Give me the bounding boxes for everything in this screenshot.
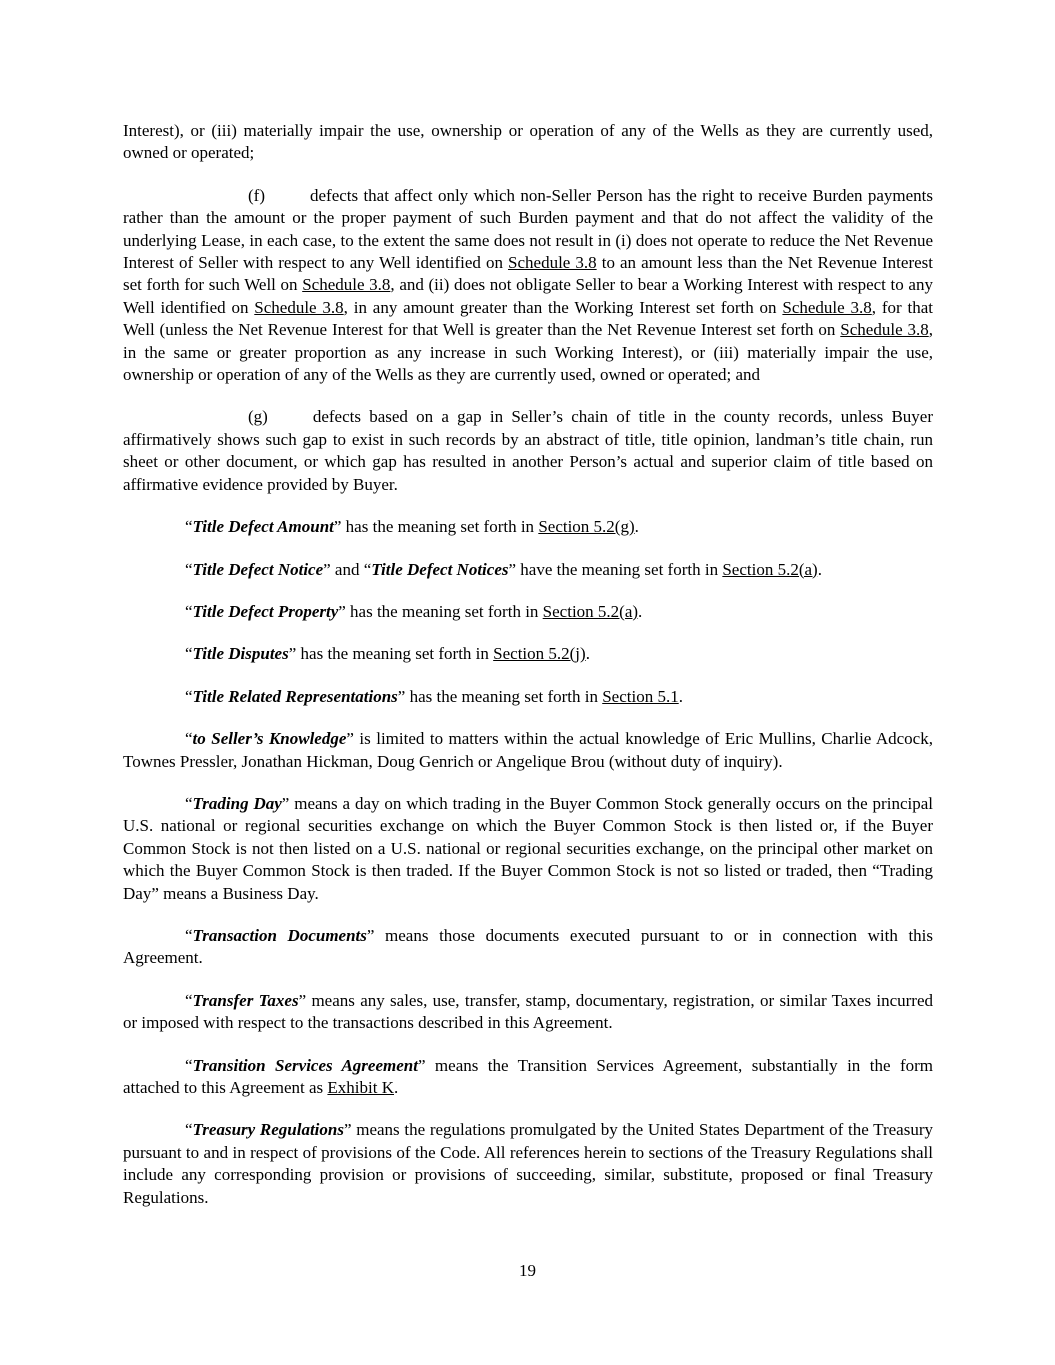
cross-reference: Schedule 3.8 (508, 253, 597, 273)
paragraph-definition (123, 559, 933, 581)
paragraph-definition (123, 925, 933, 970)
defined-term: Title Disputes (192, 644, 289, 664)
text-run: ” has the meaning set forth in (288, 644, 494, 664)
text-run: ” means the regulations promulgated by the United States Department of the Treasury pursuant to and in respect of provisions of the Code. All references herein to sections of the Treasury Regulations shall include any corresponding provision or provisions of succeeding, similar, substitute, proposed or final Treasury Regulations. (123, 1120, 933, 1207)
paragraph-body (123, 120, 933, 165)
paragraph-definition (123, 1055, 933, 1100)
cross-reference: Section 5.1 (602, 686, 679, 706)
text-run: . (638, 601, 643, 621)
cross-reference: Schedule 3.8 (302, 275, 391, 295)
text-run: . (585, 644, 590, 664)
cross-reference: Section 5.2(g) (538, 517, 635, 537)
defined-term: Treasury Regulations (192, 1120, 344, 1140)
paragraph-definition (123, 793, 933, 905)
text-run: to an amount less than the Net Revenue Interest set forth for such Well on (123, 253, 933, 295)
text-run: Interest), or (iii) materially impair the use, ownership or operation of any of the Wells as they are currently used, owned or operated; (123, 121, 933, 163)
text-run: . (817, 559, 822, 579)
clause-label: (g) (248, 407, 268, 427)
defined-term: Transition Services Agreement (192, 1055, 418, 1075)
text-run: , in any amount greater than the Working Interest set forth on (343, 297, 783, 317)
cross-reference: Section 5.2(j) (493, 644, 586, 664)
document-body (123, 120, 933, 1229)
text-run: “ (185, 517, 193, 537)
cross-reference: Exhibit K (327, 1078, 395, 1097)
defined-term: to Seller’s Knowledge (192, 729, 347, 749)
page-number: 19 (519, 1261, 536, 1280)
paragraph-definition (123, 1119, 933, 1209)
text-run: “ (185, 990, 193, 1010)
text-run: ” has the meaning set forth in (333, 517, 539, 537)
cross-reference: Schedule 3.8 (840, 320, 929, 340)
paragraph-definition (123, 990, 933, 1035)
text-run: . (394, 1078, 399, 1097)
cross-reference: Schedule 3.8 (254, 297, 344, 317)
text-run: “ (185, 729, 193, 749)
text-run: ” has the meaning set forth in (338, 601, 543, 621)
text-run: defects that affect only which non-Seller Person has the right to receive Burden payments rather than the amount or the proper payment of such Burden payment and that do not affect the validity of the underlying Lease, in each case, to the extent the same does not result in (i) does not operate to reduce the Net Revenue Interest of Seller with respect to any Well identified on (123, 185, 933, 273)
text-run: ” has the meaning set forth in (397, 686, 603, 706)
text-run: , in the same or greater proportion as any increase in such Working Interest), or (iii) materially impair the use, ownership or operation of any of the Wells as they are currently used, owned or operated; and (123, 320, 933, 385)
text-run: . (634, 517, 639, 537)
text-run: “ (185, 1055, 193, 1075)
text-run: ” means the Transition Services Agreement, substantially in the form attached to this Agreement as (123, 1055, 933, 1097)
text-run: , and (ii) does not obligate Seller to bear a Working Interest with respect to any Well identified on (123, 275, 933, 317)
defined-term: Transfer Taxes (192, 990, 299, 1010)
defined-term: Title Related Representations (192, 686, 398, 706)
text-run: “ (185, 925, 193, 945)
text-run: “ (185, 559, 193, 579)
text-run: ” and “ (323, 559, 372, 579)
cross-reference: Section 5.2(a) (722, 559, 818, 579)
paragraph-definition (123, 643, 933, 665)
text-run: “ (185, 793, 193, 813)
defined-term: Trading Day (192, 793, 282, 813)
paragraph-clause (123, 406, 933, 496)
defined-term: Transaction Documents (192, 925, 367, 945)
defined-term: Title Defect Property (192, 601, 339, 621)
clause-label: (f) (248, 185, 265, 205)
text-run: ” is limited to matters within the actual knowledge of Eric Mullins, Charlie Adcock, Townes Pressler, Jonathan Hickman, Doug Genrich or Angelique Brou (without duty of inquiry). (123, 729, 933, 771)
paragraph-definition (123, 516, 933, 538)
text-run: ” means those documents executed pursuant to or in connection with this Agreement. (123, 925, 934, 968)
text-run: “ (185, 644, 193, 664)
paragraph-definition (123, 728, 933, 773)
text-run: ” means any sales, use, transfer, stamp, documentary, registration, or similar Taxes incurred or imposed with respect to the transactions described in this Agreement. (123, 990, 933, 1033)
text-run: “ (185, 686, 193, 706)
text-run: defects based on a gap in Seller’s chain of title in the county records, unless Buyer affirmatively shows such gap to exist in such records by an abstract of title, title opinion, landman’s title chain, run sheet or other document, or which gap has resulted in another Person’s actual and superior claim of title based on affirmative evidence provided by Buyer. (123, 407, 933, 494)
text-run: “ (185, 601, 193, 621)
text-run: “ (185, 1120, 193, 1140)
paragraph-definition (123, 686, 933, 708)
defined-term: Title Defect Notice (192, 559, 324, 579)
text-run: , for that Well (unless the Net Revenue Interest for that Well is greater than the Net Revenue Interest set forth on (123, 297, 933, 340)
text-run: . (678, 686, 683, 706)
defined-term: Title Defect Amount (192, 517, 334, 537)
defined-term: Title Defect Notices (371, 559, 509, 579)
text-run: ” have the meaning set forth in (508, 559, 723, 579)
paragraph-definition (123, 601, 933, 623)
cross-reference: Schedule 3.8 (782, 297, 872, 317)
paragraph-clause (123, 185, 933, 387)
text-run: ” means a day on which trading in the Buyer Common Stock generally occurs on the principal U.S. national or regional securities exchange on which the Buyer Common Stock is then listed or, if the Buyer Common Stock is not then listed on a U.S. national or regional securities exchange, on the principal other market on which the Buyer Common Stock is then traded. If the Buyer Common Stock is not so listed or traded, then “Trading Day” means a Business Day. (123, 793, 933, 903)
cross-reference: Section 5.2(a) (542, 601, 639, 621)
